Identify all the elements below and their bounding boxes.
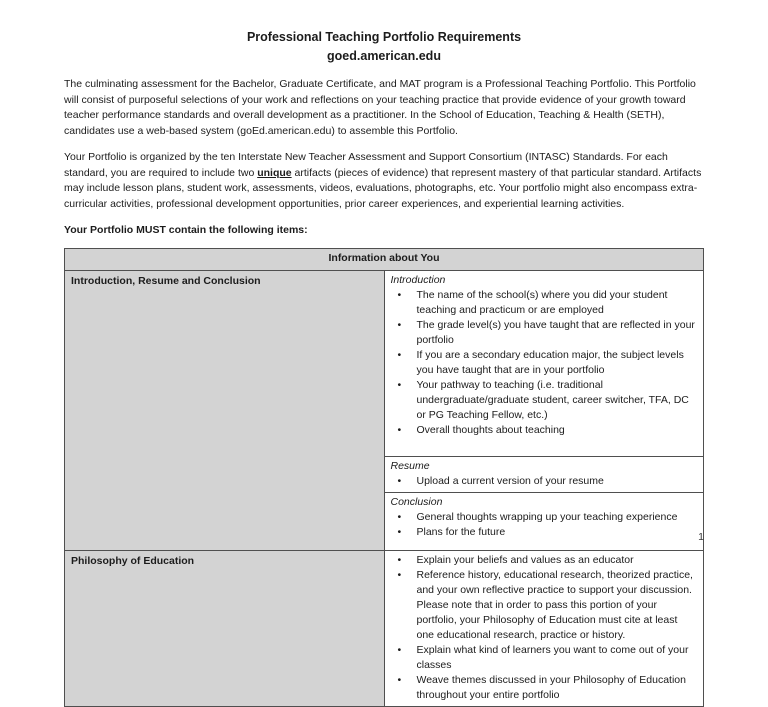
table-row [65, 550, 704, 706]
bullet-item: • The grade level(s) you have taught that are reflected in your portfolio [391, 318, 698, 348]
section-heading-conclusion: Conclusion [390, 495, 443, 508]
bullet-item: • Your pathway to teaching (i.e. traditional undergraduate/graduate student, career switcher, TFA, DC or PG Teaching Fellow, etc.) [391, 378, 698, 423]
section-heading-resume: Resume [390, 459, 430, 472]
bullet-item: • Plans for the future [391, 525, 698, 540]
paragraph-overview: The culminating assessment for the Bachelor, Graduate Certificate, and MAT program is a Professional Teaching Portfolio. This Portfolio will consist of purposeful selections of your work and reflections on your teaching practice that provide evidence of your growth toward teacher performance standards and overall development as a practitioner. In the School of Education, Teaching & Health (SETH), candidates use a web-based system (goEd.american.edu) to assemble this Portfolio. [64, 78, 696, 137]
bullet-item: • Weave themes discussed in your Philosophy of Education throughout your entire portfolio [391, 673, 698, 703]
table-row [65, 270, 704, 456]
section-philosophy [384, 550, 704, 706]
document-body [64, 28, 704, 707]
bullet-item: • Explain what kind of learners you want to come out of your classes [391, 643, 698, 673]
bullet-item: • Overall thoughts about teaching [391, 423, 698, 438]
section-conclusion [384, 492, 704, 550]
bullet-item: • Explain your beliefs and values as an educator [391, 553, 698, 568]
paragraph-intasc [64, 150, 704, 212]
bullet-item: • General thoughts wrapping up your teaching experience [391, 510, 698, 525]
paragraph-intasc-before: Your Portfolio is organized by the ten Interstate New Teacher Assessment and Support Consortium (INTASC) Standards. For each standard, you are required to include two [64, 151, 668, 179]
bullet-item: • Reference history, educational research, theorized practice, and your own reflective practice to support your discussion. Please note that in order to pass this portion of your portfolio, your Philosophy of Education must cite at least one educational research, practice or history. [391, 568, 698, 643]
philosophy-bullet-list [391, 553, 698, 703]
paragraph-intasc-after: artifacts (pieces of evidence) that represent mastery of that particular standard. Artifacts may include lesson plans, student work, assessments, videos, evaluations, photographs, etc. Your portfolio might also encompass extra-curricular activities, professional development opportunities, prior career experiences, and experiential learning activities. [64, 166, 702, 210]
row-label-introduction-resume-conclusion: Introduction, Resume and Conclusion [65, 270, 385, 550]
requirements-table [64, 248, 704, 707]
doc-subtitle: goed.american.edu [327, 49, 441, 63]
section-heading-introduction: Introduction [390, 273, 446, 286]
doc-title: Professional Teaching Portfolio Requirements [246, 30, 522, 44]
paragraph-intasc-emphasis: unique [257, 166, 292, 179]
bullet-item: • The name of the school(s) where you did your student teaching and practicum or are employed [391, 288, 698, 318]
bullet-item: • If you are a secondary education major, the subject levels you have taught that are in your portfolio [391, 348, 698, 378]
conclusion-bullet-list [391, 510, 698, 540]
section-resume [384, 456, 704, 492]
table-header-cell: Information about You [65, 248, 704, 270]
bullet-item: • Upload a current version of your resume [391, 474, 698, 489]
page-number: 1 [698, 531, 704, 543]
resume-bullet-list [391, 474, 698, 489]
section-introduction [384, 270, 704, 456]
table-header-row [65, 248, 704, 270]
must-contain-line: Your Portfolio MUST contain the following items: [64, 224, 308, 236]
row-label-philosophy-of-education: Philosophy of Education [65, 550, 385, 706]
introduction-bullet-list [391, 288, 698, 438]
